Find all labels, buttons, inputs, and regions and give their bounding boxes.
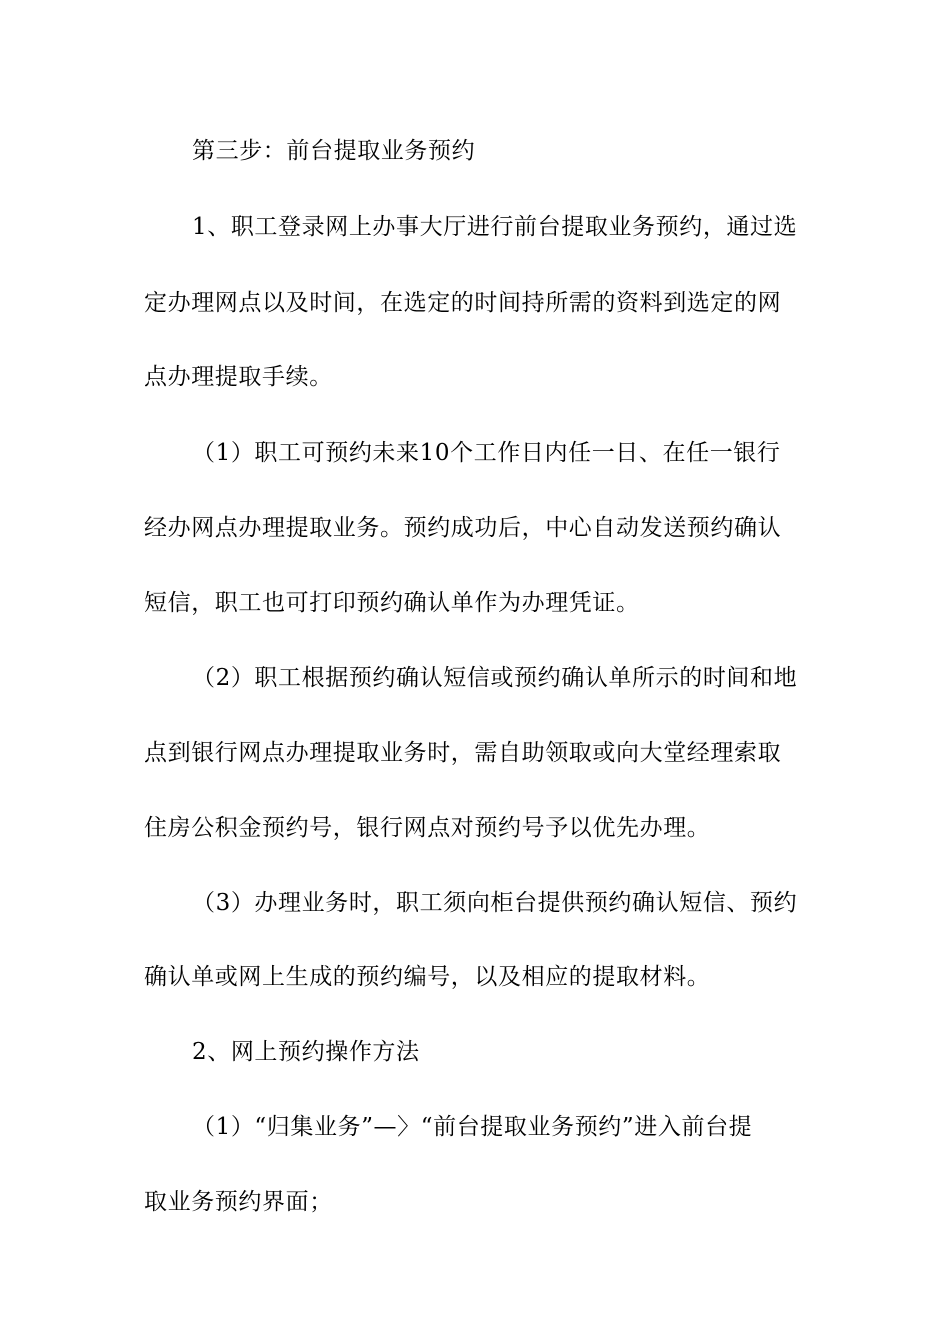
paragraph-line: 1、职工登录网上办事大厅进行前台提取业务预约，通过选	[192, 214, 798, 240]
paragraph-line: 点到银行网点办理提取业务时，需自助领取或向大堂经理索取	[144, 740, 782, 766]
paragraph-line: 确认单或网上生成的预约编号，以及相应的提取材料。	[144, 964, 711, 990]
paragraph-line: 住房公积金预约号，银行网点对预约号予以优先办理。	[144, 815, 711, 841]
paragraph-line: 短信，职工也可打印预约确认单作为办理凭证。	[144, 590, 640, 616]
paragraph-line: 经办网点办理提取业务。预约成功后，中心自动发送预约确认	[144, 515, 782, 541]
paragraph-line: （2）职工根据预约确认短信或预约确认单所示的时间和地	[192, 665, 798, 691]
paragraph-line: （3）办理业务时，职工须向柜台提供预约确认短信、预约	[192, 890, 798, 916]
step-heading: 第三步：前台提取业务预约	[192, 138, 476, 164]
paragraph-line: 定办理网点以及时间，在选定的时间持所需的资料到选定的网	[144, 290, 782, 316]
paragraph-line: 点办理提取手续。	[144, 364, 333, 390]
paragraph-line: 取业务预约界面；	[144, 1189, 333, 1215]
section-heading: 2、网上预约操作方法	[192, 1039, 420, 1065]
paragraph-line: （1）职工可预约未来10个工作日内任一日、在任一银行	[192, 440, 781, 466]
paragraph-line: （1）“归集业务”—〉“前台提取业务预约”进入前台提	[192, 1114, 753, 1140]
